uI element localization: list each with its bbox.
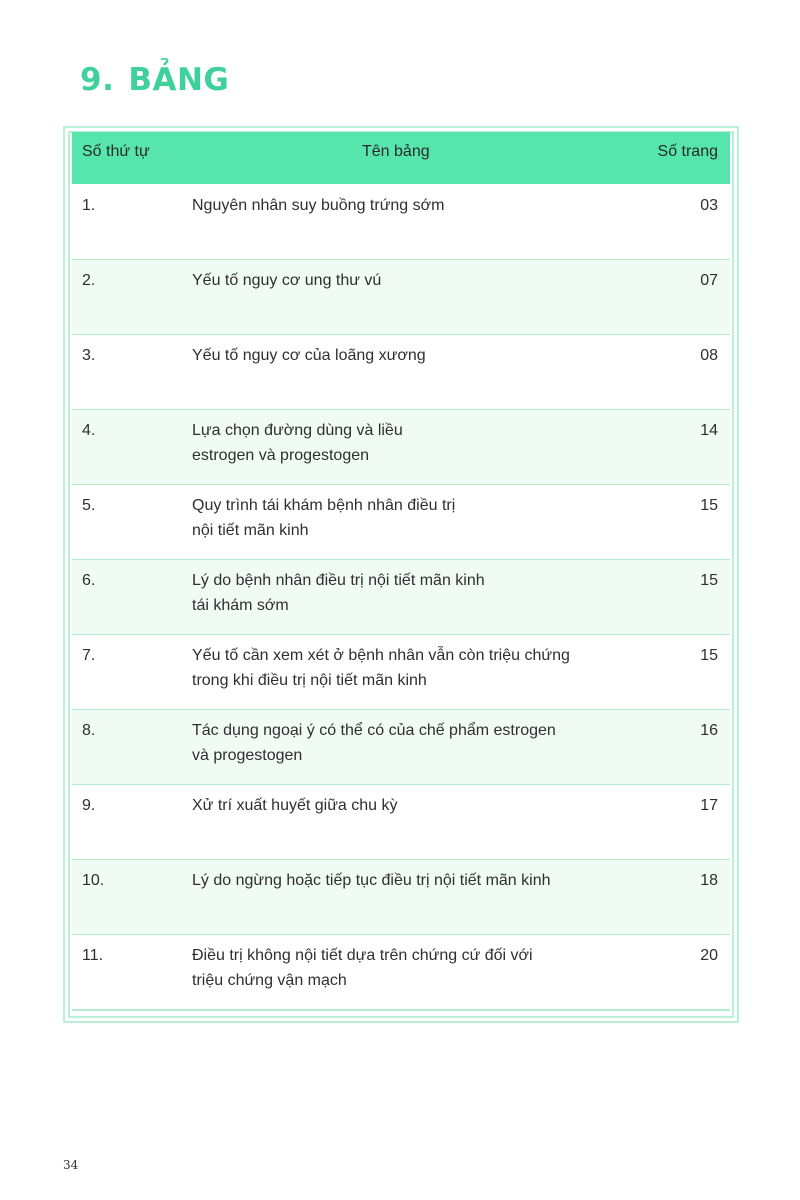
- row-page: 03: [700, 197, 718, 214]
- row-number: 2.: [82, 272, 96, 289]
- page-number: 34: [63, 1158, 79, 1172]
- table-row: [72, 935, 730, 1010]
- table-bottom-rule: [72, 1009, 730, 1011]
- section-title: BẢNG: [128, 62, 230, 98]
- row-number: 10.: [82, 872, 105, 889]
- section-heading: [80, 62, 229, 98]
- header-name: Tên bảng: [362, 143, 430, 160]
- row-page: 20: [700, 947, 718, 964]
- row-number: 8.: [82, 722, 96, 739]
- row-number: 3.: [82, 347, 96, 364]
- row-page: 14: [700, 422, 718, 439]
- row-name: Lý do ngừng hoặc tiếp tục điều trị nội tiết mãn kinh: [192, 872, 551, 889]
- row-name: Yếu tố nguy cơ của loãng xương: [192, 347, 426, 364]
- table-row: [72, 635, 730, 710]
- row-name: Yếu tố nguy cơ ung thư vú: [192, 272, 382, 289]
- row-number: 11.: [82, 947, 104, 964]
- row-name: Lý do bệnh nhân điều trị nội tiết mãn kinh tái khám sớm: [192, 572, 485, 614]
- row-name: Quy trình tái khám bệnh nhân điều trị nội tiết mãn kinh: [192, 497, 456, 539]
- row-page: 18: [700, 872, 718, 889]
- row-number: 9.: [82, 797, 96, 814]
- table-row: [72, 710, 730, 785]
- row-page: 17: [700, 797, 718, 814]
- table-row: [72, 260, 730, 335]
- header-number: Số thứ tự: [82, 143, 150, 160]
- header-page: Số trang: [657, 143, 718, 160]
- row-name: Điều trị không nội tiết dựa trên chứng cứ đối với triệu chứng vận mạch: [192, 947, 533, 989]
- table-row: [72, 560, 730, 635]
- row-page: 15: [700, 572, 718, 589]
- row-name: Lựa chọn đường dùng và liều estrogen và progestogen: [192, 422, 403, 464]
- row-page: 15: [700, 497, 718, 514]
- table-row: [72, 785, 730, 860]
- table-row: [72, 860, 730, 935]
- row-number: 6.: [82, 572, 96, 589]
- section-number: 9.: [80, 62, 115, 98]
- row-number: 5.: [82, 497, 96, 514]
- row-page: 08: [700, 347, 718, 364]
- row-name: Xử trí xuất huyết giữa chu kỳ: [192, 797, 398, 814]
- row-name: Yếu tố cần xem xét ở bệnh nhân vẫn còn triệu chứng trong khi điều trị nội tiết mãn kinh: [192, 647, 570, 689]
- table-header: [72, 132, 730, 184]
- row-number: 7.: [82, 647, 96, 664]
- table-row: [72, 410, 730, 485]
- table-row: [72, 485, 730, 560]
- row-name: Tác dụng ngoại ý có thể có của chế phẩm estrogen và progestogen: [192, 722, 556, 764]
- table-row: [72, 185, 730, 260]
- row-page: 15: [700, 647, 718, 664]
- row-page: 16: [700, 722, 718, 739]
- row-number: 1.: [82, 197, 96, 214]
- table-row: [72, 335, 730, 410]
- row-number: 4.: [82, 422, 96, 439]
- row-name: Nguyên nhân suy buồng trứng sớm: [192, 197, 445, 214]
- row-page: 07: [700, 272, 718, 289]
